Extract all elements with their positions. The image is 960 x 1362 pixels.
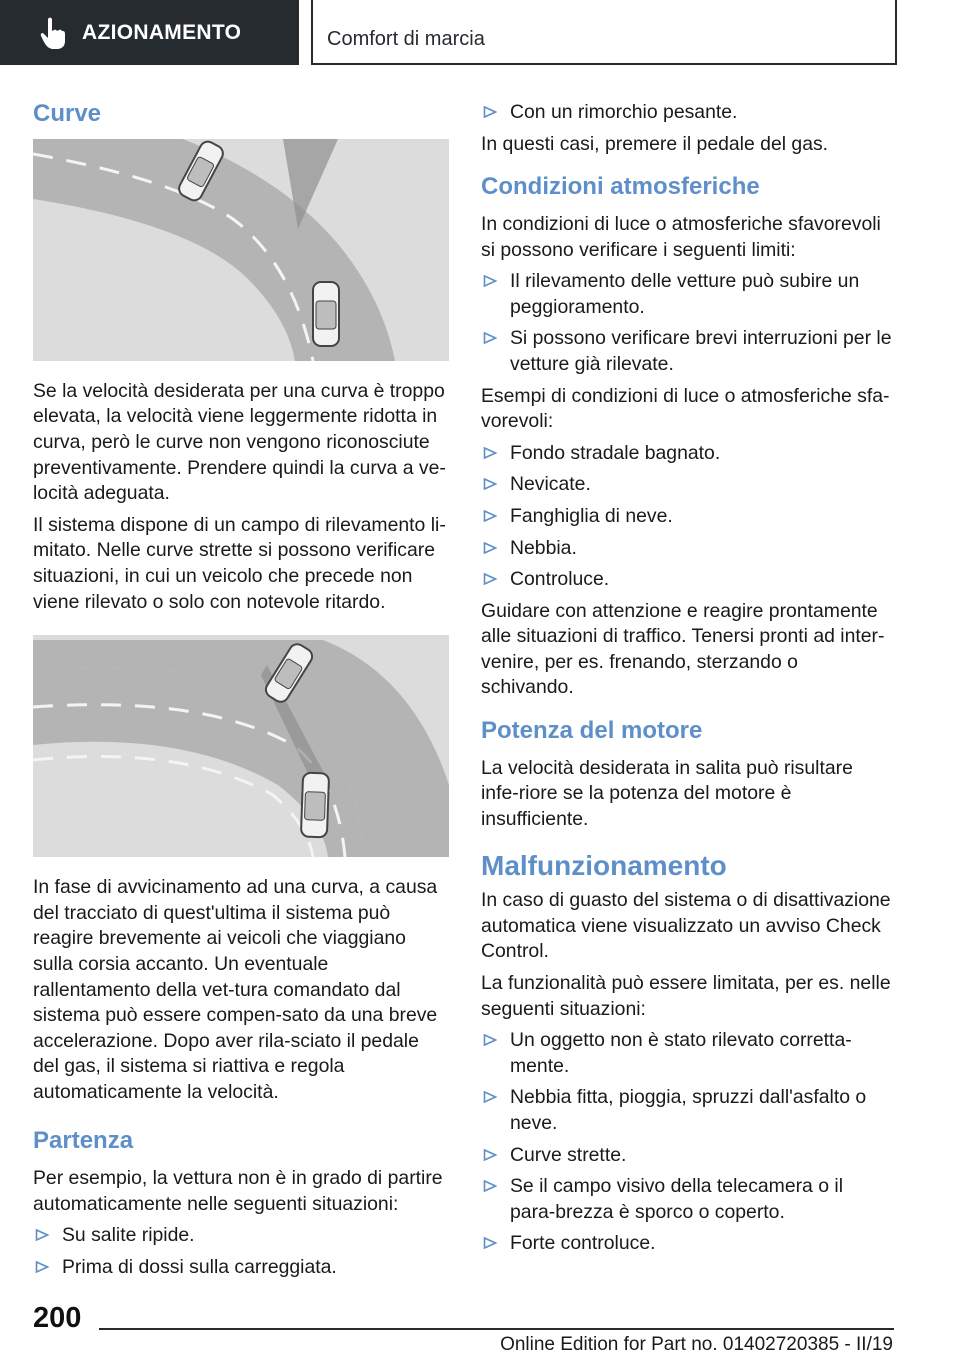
curve-illustration-1 (33, 139, 449, 361)
bullet-list (481, 269, 893, 377)
heading-condizioni-atmosferiche: Condizioni atmosferiche (481, 173, 760, 201)
curve-illustration-2 (33, 635, 449, 857)
list-item (481, 567, 893, 593)
list-item (481, 1231, 893, 1257)
list-item (481, 100, 893, 126)
list-item (481, 1143, 893, 1169)
list-item-text: Prima di dossi sulla carreggiata. (62, 1256, 337, 1279)
paragraph: Per esempio, la vettura non è in grado di partire automaticamente nelle seguenti situazioni: (33, 1167, 443, 1215)
bullet-list (481, 100, 893, 126)
list-item (481, 1174, 893, 1225)
triangle-bullet-icon (483, 1179, 497, 1193)
triangle-bullet-icon (483, 446, 497, 460)
list-item (481, 269, 893, 320)
page-number: 200 (33, 1302, 82, 1334)
heading-partenza: Partenza (33, 1127, 134, 1155)
paragraph: In condizioni di luce o atmosferiche sfavorevoli si possono verificare i seguenti limiti: (481, 212, 881, 261)
list-item (481, 1085, 893, 1136)
bullet-list (481, 441, 893, 593)
triangle-bullet-icon (483, 274, 497, 288)
list-item-text: Si possono verificare brevi interruzioni per le vetture già rilevate. (510, 327, 892, 375)
paragraph: In fase di avvicinamento ad una curva, a causa del tracciato di quest'ultima il sistema può reagire brevemente ai veicoli che viaggiano sulla corsia accanto. Un eventuale rallentamento della vet-tura comandato dal sistema può essere compen-sato da una breve accelerazione. Dopo aver rila-sciato il pedale del gas, il sistema si riattiva e regola automaticamente la velocità. (33, 876, 438, 1103)
footer-rule (99, 1328, 894, 1330)
list-item-text: Fanghiglia di neve. (510, 504, 673, 527)
list-item-text: Nebbia. (510, 536, 577, 559)
list-item-text: Curve strette. (510, 1143, 627, 1166)
heading-curve: Curve (33, 100, 102, 127)
list-item-text: Se il campo visivo della telecamera o il para-brezza è sporco o coperto. (510, 1175, 844, 1223)
list-item-text: Forte controluce. (510, 1232, 656, 1255)
triangle-bullet-icon (483, 1148, 497, 1162)
list-item (481, 1028, 893, 1079)
bullet-list (33, 1223, 449, 1280)
header-title: Comfort di marcia (327, 28, 485, 50)
list-item (481, 441, 893, 467)
triangle-bullet-icon (483, 331, 497, 345)
list-item (481, 326, 893, 377)
list-item (481, 472, 893, 498)
triangle-bullet-icon (35, 1228, 49, 1242)
triangle-bullet-icon (483, 1033, 497, 1047)
left-column (33, 100, 449, 1287)
header-title-box (311, 0, 897, 65)
paragraph: In questi casi, premere il pedale del gas. (481, 132, 829, 155)
paragraph: Se la velocità desiderata per una curva è troppo elevata, la velocità viene leggermente ridotta in curva, però le curve non vengono riconosciute preventivamente. Prendere quindi la curva a ve-locità adeguata. (33, 379, 446, 505)
heading-potenza-motore: Potenza del motore (481, 717, 703, 745)
footer-edition: Online Edition for Part no. 01402720385 - II/19 (500, 1334, 893, 1355)
bullet-list (481, 1028, 893, 1257)
list-item (481, 504, 893, 530)
list-item (33, 1255, 449, 1281)
triangle-bullet-icon (35, 1260, 49, 1274)
list-item-text: Il rilevamento delle vetture può subire un peggioramento. (510, 270, 860, 318)
header-section-tab (0, 0, 299, 65)
list-item (33, 1223, 449, 1249)
triangle-bullet-icon (483, 1090, 497, 1104)
right-column (481, 100, 893, 1263)
own-car (301, 773, 329, 838)
header-section-label: AZIONAMENTO (82, 20, 242, 44)
hand-pointer-icon (38, 16, 68, 50)
list-item-text: Fondo stradale bagnato. (510, 441, 721, 464)
list-item (481, 536, 893, 562)
triangle-bullet-icon (483, 509, 497, 523)
paragraph: Guidare con attenzione e reagire prontamente alle situazioni di traffico. Tenersi pronti ad inter-venire, per es. frenando, sterzando o schivando. (481, 599, 885, 699)
list-item-text: Nevicate. (510, 473, 591, 496)
list-item-text: Con un rimorchio pesante. (510, 101, 738, 123)
list-item-text: Nebbia fitta, pioggia, spruzzi dall'asfalto o neve. (510, 1086, 867, 1134)
paragraph: La velocità desiderata in salita può risultare infe-riore se la potenza del motore è insufficiente. (481, 756, 853, 831)
paragraph: Esempi di condizioni di luce o atmosferiche sfa-vorevoli: (481, 384, 890, 433)
list-item-text: Su salite ripide. (62, 1224, 195, 1247)
paragraph: Il sistema dispone di un campo di rilevamento li-mitato. Nelle curve strette si possono verificare situazioni, in cui un veicolo che precede non viene rilevato o solo con notevole ritardo. (33, 513, 446, 613)
list-item-text: Controluce. (510, 568, 610, 591)
heading-malfunzionamento: Malfunzionamento (481, 849, 727, 881)
own-car (313, 282, 339, 346)
list-item-text: Un oggetto non è stato rilevato corretta-mente. (510, 1029, 852, 1077)
triangle-bullet-icon (483, 105, 497, 119)
triangle-bullet-icon (483, 541, 497, 555)
triangle-bullet-icon (483, 1236, 497, 1250)
paragraph: In caso di guasto del sistema o di disattivazione automatica viene visualizzato un avviso Check Control. (481, 889, 891, 963)
triangle-bullet-icon (483, 572, 497, 586)
triangle-bullet-icon (483, 477, 497, 491)
paragraph: La funzionalità può essere limitata, per es. nelle seguenti situazioni: (481, 972, 891, 1020)
